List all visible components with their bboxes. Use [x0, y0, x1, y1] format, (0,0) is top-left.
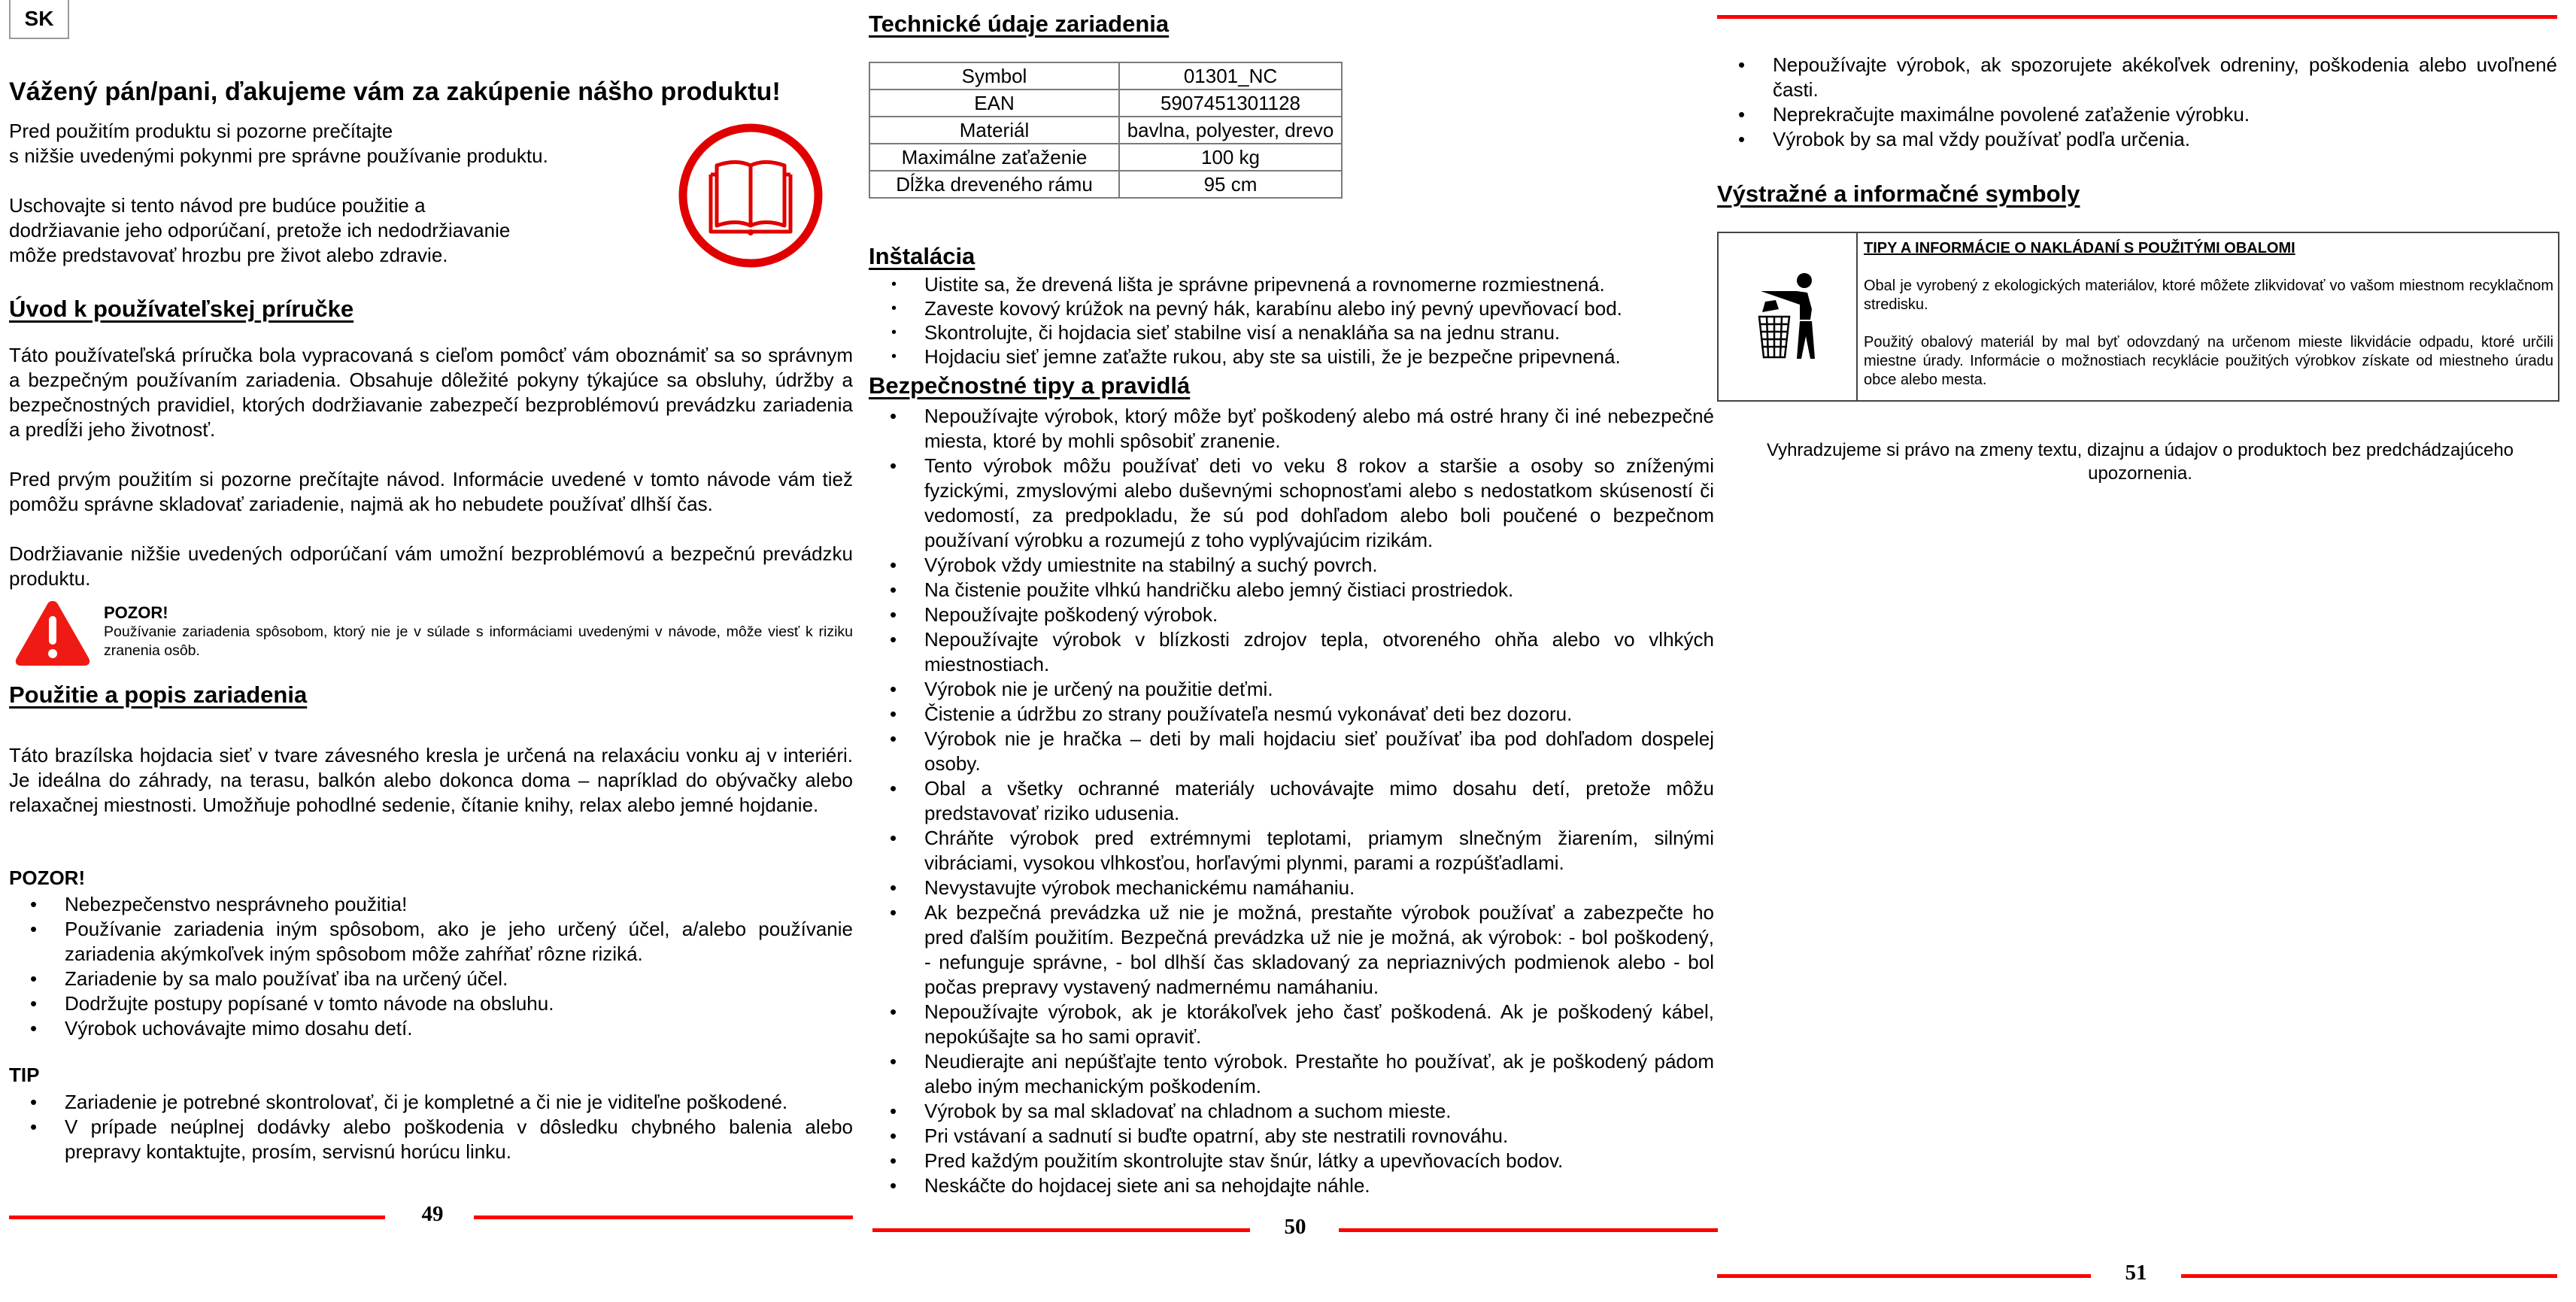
- table-row: [869, 144, 1342, 171]
- list-item: • Čistenie a údržbu zo strany používateľa nesmú vykonávať deti bez dozoru.: [869, 702, 1714, 727]
- spec-label: Symbol: [869, 62, 1119, 90]
- page-number: 49: [421, 1202, 444, 1226]
- usage-paragraph: Táto brazílska hojdacia sieť v tvare závesného kresla je určená na relaxáciu vonku aj v interiéri. Je ideálna do záhrady, na terasu, balkón alebo dokonca doma – napríklad do obývačky alebo relaxačnej miestnosti. Umožňuje pohodlné sedenie, čítanie knihy, relax alebo jemné hojdanie.: [9, 744, 853, 816]
- list-item: • Skontrolujte, či hojdacia sieť stabilne visí a nenakláňa sa na jednu stranu.: [869, 320, 1714, 344]
- list-item: • Výrobok vždy umiestnite na stabilný a suchý povrch.: [869, 553, 1714, 578]
- list-item: • Neprekračujte maximálne povolené zaťaženie výrobku.: [1717, 102, 2557, 127]
- guide-paragraph: Pred prvým použitím si pozorne prečítajte návod. Informácie uvedené v tomto návode vám tiež pomôžu správne skladovať zariadenie, najmä ak ho nebudete používať dlhší čas.: [9, 468, 853, 515]
- page-footer: [1717, 1261, 2557, 1291]
- list-item: • Výrobok uchovávajte mimo dosahu detí.: [9, 1016, 853, 1041]
- footer-rule: [872, 1228, 1250, 1232]
- list-item: • Používanie zariadenia iným spôsobom, ako je jeho určený účel, a/alebo používanie zariadenia akýmkoľvek iným spôsobom môže zahŕňať rôzne riziká.: [9, 917, 853, 967]
- tip-label: TIP: [9, 1064, 40, 1086]
- list-item: • Nevystavujte výrobok mechanickému namáhaniu.: [869, 876, 1714, 900]
- warning-text: Používanie zariadenia spôsobom, ktorý nie je v súlade s informáciami uvedenými v návode, môže viesť k riziku zranenia osôb.: [104, 624, 853, 659]
- list-item: • Uistite sa, že drevená lišta je správne pripevnená a rovnomerne rozmiestnená.: [869, 272, 1714, 296]
- footer-rule: [2181, 1274, 2557, 1278]
- list-item: • Obal a všetky ochranné materiály uchovávajte mimo dosahu detí, pretože môžu predstavovať riziko udusenia.: [869, 776, 1714, 826]
- list-item: • Nepoužívajte výrobok, ktorý môže byť poškodený alebo má ostré hrany či iné nebezpečné miesta, ktoré by mohli spôsobiť zranenie.: [869, 404, 1714, 454]
- list-item: • Výrobok by sa mal skladovať na chladnom a suchom mieste.: [869, 1099, 1714, 1124]
- list-item: • Nepoužívajte výrobok, ak spozorujete akékoľvek odreniny, poškodenia alebo uvoľnené časti.: [1717, 53, 2557, 102]
- list-item: • Ak bezpečná prevádzka už nie je možná, prestaňte výrobok používať a zabezpečte ho pred ďalším použitím. Bezpečná prevádzka už nie je možná, ak výrobok: - bol poškodený, - nefunguje správne, - bol dlhší čas skladovaný za nepriaznivých podmienok alebo - bol počas prepravy vystavený nadmernému namáhaniu.: [869, 900, 1714, 1000]
- page-number: 50: [1284, 1215, 1306, 1239]
- symbols-heading: Výstražné a informačné symboly: [1717, 181, 2080, 207]
- spec-label: EAN: [869, 90, 1119, 117]
- packaging-info-heading: TIPY A INFORMÁCIE O NAKLÁDANÍ S POUŽITÝMI OBALOMI: [1864, 240, 2295, 256]
- list-item: • Neskáčte do hojdacej siete ani sa nehojdajte náhle.: [869, 1173, 1714, 1198]
- table-row: [869, 62, 1342, 90]
- guide-paragraph: Táto používateľská príručka bola vypracovaná s cieľom pomôcť vám oboznámiť sa so správnym a bezpečným používaním zariadenia. Obsahuje dôležité pokyny týkajúce sa obsluhy, údržby a bezpečnostných pravidiel, ktorých dodržiavanie zabezpečí bezproblémovú prevádzku zariadenia a predĺži jeho životnosť.: [9, 344, 853, 441]
- packaging-paragraph: Použitý obalový materiál by mal byť odovzdaný na určenom mieste likvidácie odpadu, ktoré určili miestne úrady. Informácie o možnostiach recyklácie použitých výrobkov získate od miestneho úradu obce alebo mesta.: [1864, 334, 2553, 388]
- intro-text: [9, 119, 656, 268]
- list-item: • Nepoužívajte výrobok, ak je ktorákoľvek jeho časť poškodená. Ak je poškodený kábel, nepokúšajte sa ho sami opraviť.: [869, 1000, 1714, 1049]
- page-51: [1717, 0, 2561, 1302]
- list-item: • Výrobok by sa mal vždy používať podľa určenia.: [1717, 127, 2557, 152]
- keep-line: môže predstavovať hrozbu pre život alebo zdravie.: [9, 244, 448, 266]
- caution-list: [9, 892, 853, 1041]
- caution-label: POZOR!: [9, 866, 86, 889]
- tech-spec-table: [869, 62, 1343, 199]
- intro-line: Pred použitím produktu si pozorne prečítajte: [9, 120, 393, 142]
- table-row: [869, 117, 1342, 144]
- list-item: • Pri vstávaní a sadnutí si buďte opatrní, aby ste nestratili rovnováhu.: [869, 1124, 1714, 1149]
- list-item: • Neudierajte ani nepúšťajte tento výrobok. Prestaňte ho používať, ak je poškodený pádom alebo iným mechanickým poškodením.: [869, 1049, 1714, 1099]
- list-item: • Zariadenie by sa malo používať iba na určený účel.: [9, 967, 853, 991]
- spec-value: bavlna, polyester, drevo: [1119, 117, 1342, 144]
- install-list: [869, 272, 1714, 369]
- recycle-bin-person-icon: [1719, 233, 1858, 400]
- spec-value: 100 kg: [1119, 144, 1342, 171]
- list-item: • V prípade neúplnej dodávky alebo poškodenia v dôsledku chybného balenia alebo prepravy kontaktujte, prosím, servisnú horúcu linku.: [9, 1115, 853, 1164]
- page-49: [9, 0, 853, 1302]
- list-item: • Výrobok nie je určený na použitie deťmi.: [869, 677, 1714, 702]
- list-item: • Hojdaciu sieť jemne zaťažte rukou, aby ste sa uistili, že je bezpečne pripevnená.: [869, 344, 1714, 369]
- intro-line: s nižšie uvedenými pokynmi pre správne používanie produktu.: [9, 144, 548, 167]
- spec-value: 5907451301128: [1119, 90, 1342, 117]
- list-item: • Pred každým použitím skontrolujte stav šnúr, látky a upevňovacích bodov.: [869, 1149, 1714, 1173]
- guide-paragraph: Dodržiavanie nižšie uvedených odporúčaní vám umožní bezproblémovú a bezpečnú prevádzku produktu.: [9, 542, 853, 590]
- warning-box: [104, 603, 853, 660]
- tip-list: [9, 1090, 853, 1164]
- guide-text: [9, 343, 853, 591]
- tech-heading: Technické údaje zariadenia: [869, 11, 1170, 37]
- spec-label: Dĺžka dreveného rámu: [869, 171, 1119, 198]
- list-item: • Nepoužívajte poškodený výrobok.: [869, 602, 1714, 627]
- usage-heading: Použitie a popis zariadenia: [9, 681, 308, 708]
- language-badge: SK: [9, 0, 69, 39]
- disclaimer-text: Vyhradzujeme si právo na zmeny textu, dizajnu a údajov o produktoch bez predchádzajúceho upozornenia.: [1766, 440, 2514, 484]
- page-footer: [9, 1202, 853, 1232]
- packaging-info-text: [1858, 233, 2558, 400]
- spec-label: Materiál: [869, 117, 1119, 144]
- spec-label: Maximálne zaťaženie: [869, 144, 1119, 171]
- footer-rule: [1339, 1228, 1718, 1232]
- page-number: 51: [2125, 1261, 2147, 1285]
- spec-value: 01301_NC: [1119, 62, 1342, 90]
- keep-line: dodržiavanie jeho odporúčaní, pretože ich nedodržiavanie: [9, 219, 511, 241]
- guide-heading: Úvod k používateľskej príručke: [9, 296, 354, 322]
- packaging-info-box: [1717, 232, 2559, 402]
- keep-line: Uschovajte si tento návod pre budúce použitie a: [9, 194, 426, 217]
- list-item: • Na čistenie použite vlhkú handričku alebo jemný čistiaci prostriedok.: [869, 578, 1714, 602]
- list-item: • Chráňte výrobok pred extrémnymi teplotami, priamym slnečným žiarením, silnými vibráciami, vysokou vlhkosťou, horľavými plynmi, parami a rozpúšťadlami.: [869, 826, 1714, 876]
- list-item: • Dodržujte postupy popísané v tomto návode na obsluhu.: [9, 991, 853, 1016]
- footer-rule: [474, 1216, 853, 1219]
- list-item: • Zaveste kovový krúžok na pevný hák, karabínu alebo iný pevný upevňovací bod.: [869, 296, 1714, 320]
- page-50: [869, 0, 1718, 1302]
- warning-triangle-icon: [14, 598, 92, 667]
- spec-value: 95 cm: [1119, 171, 1342, 198]
- welcome-title: Vážený pán/pani, ďakujeme vám za zakúpenie nášho produktu!: [9, 77, 781, 106]
- list-item: • Nebezpečenstvo nesprávneho použitia!: [9, 892, 853, 917]
- packaging-paragraph: Obal je vyrobený z ekologických materiálov, ktoré môžete zlikvidovať vo vašom miestnom recyklačnom stredisku.: [1864, 278, 2553, 313]
- footer-rule: [1717, 1274, 2091, 1278]
- continued-safety-list: [1717, 53, 2557, 152]
- safety-heading: Bezpečnostné tipy a pravidlá: [869, 372, 1191, 399]
- install-heading: Inštalácia: [869, 243, 975, 269]
- list-item: • Výrobok nie je hračka – deti by mali hojdaciu sieť používať iba pod dohľadom dospelej osoby.: [869, 727, 1714, 776]
- list-item: • Nepoužívajte výrobok v blízkosti zdrojov tepla, otvoreného ohňa alebo vo vlhkých miestnostiach.: [869, 627, 1714, 677]
- table-row: [869, 171, 1342, 198]
- list-item: • Zariadenie je potrebné skontrolovať, či je kompletné a či nie je viditeľne poškodené.: [9, 1090, 853, 1115]
- page-footer: [872, 1215, 1718, 1245]
- warning-title: POZOR!: [104, 603, 168, 622]
- header-rule: [1717, 15, 2557, 19]
- safety-list: [869, 404, 1714, 1198]
- footer-rule: [9, 1216, 385, 1219]
- list-item: • Tento výrobok môžu používať deti vo veku 8 rokov a staršie a osoby so zníženými fyzickými, zmyslovými alebo duševnými schopnosťami alebo s nedostatkom skúseností či vedomostí, za predpokladu, že sú pod dohľadom alebo boli poučené o bezpečnom používaní výrobku a rozumejú z toho vyplývajúcim rizikám.: [869, 454, 1714, 553]
- open-book-icon: [677, 122, 824, 269]
- table-row: [869, 90, 1342, 117]
